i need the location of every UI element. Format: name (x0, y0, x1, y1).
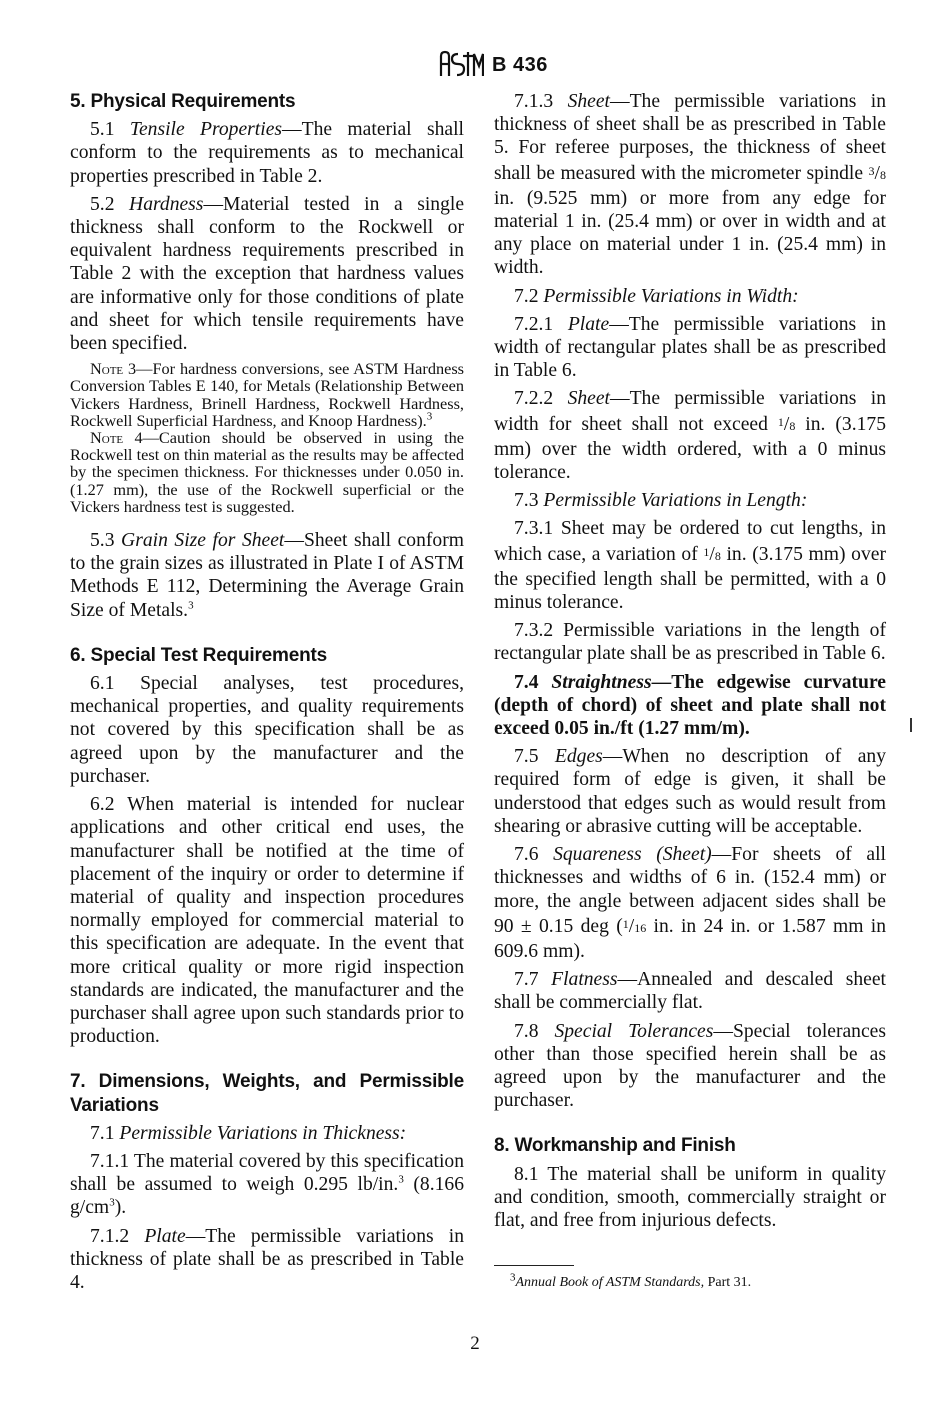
paragraph-7-6: 7.6 Squareness (Sheet)—For sheets of all thicknesses and widths of 6 in. (152.4 mm) or more, the angle between adjacent sides shall be 90 ± 0.15 deg ($^1$/16 in. in 24 in. or 1.587 mm in 609.6 mm). (494, 844, 886, 962)
paragraph-7-1-2: 7.1.2 Plate—The permissible variations in thickness of plate shall be as prescribed in Table 4. (70, 1225, 464, 1293)
left-column (70, 90, 464, 1299)
note-3: Note 3—For hardness conversions, see ASTM Hardness Conversion Tables E 140, for Metals (Relationship Between Vickers Hardness, Brinell Hardness, Rockwell Hardness, Rockwell Superficial Hardness, and Knoop Hardness).$^3$ (70, 359, 464, 430)
paragraph-5-3: 5.3 Grain Size for Sheet—Sheet shall conform to the grain sizes as illustrated in Plate I of ASTM Methods E 112, Determining the Average Grain Size of Metals.$^3$ (70, 530, 464, 621)
page-number: 2 (470, 1333, 480, 1354)
paragraph-7-2-2: 7.2.2 Sheet—The permissible variations in width for sheet shall not exceed $^1$/8 in. (3.175 mm) over the width ordered, with a 0 minus tolerance. (494, 388, 886, 484)
paragraph-7-1: 7.1 Permissible Variations in Thickness: (90, 1122, 407, 1144)
document-designation: B 436 (492, 54, 548, 76)
paragraph-7-2-1: 7.2.1 Plate—The permissible variations in width of rectangular plates shall be as prescribed in Table 6. (494, 313, 886, 382)
paragraph-5-2: 5.2 Hardness—Material tested in a single thickness shall conform to the Rockwell or equivalent hardness requirements prescribed in Table 2 with the exception that hardness values are informative only for those conditions of plate and sheet for which tensile requirements have been specified. (70, 193, 465, 355)
paragraph-7-4: 7.4 Straightness—The edgewise curvature (depth of chord) of sheet and plate shall not exceed 0.05 in./ft (1.27 mm/m). (494, 671, 886, 740)
paragraph-7-3-1: 7.3.1 Sheet may be ordered to cut lengths, in which case, a variation of $^1$/8 in. (3.175 mm) over the specified length shall be permitted, with a 0 minus tolerance. (494, 518, 886, 614)
footnote-3: $^3$Annual Book of ASTM Standards, Part 31. (510, 1271, 752, 1290)
paragraph-7-1-3: 7.1.3 Sheet—The permissible variations in thickness of sheet shall be as prescribed in Table 5. For referee purposes, the thickness of sheet shall be measured with the micrometer spindle $^3$/8 in. (9.525 mm) or more from any edge for material 1 in. (25.4 mm) or over in width and at any place on material under 1 in. (25.4 mm) in width. (494, 91, 886, 279)
section-5-heading: 5. Physical Requirements (70, 91, 296, 112)
section-8-heading: 8. Workmanship and Finish (494, 1135, 736, 1157)
section-6-heading: 6. Special Test Requirements (70, 644, 327, 666)
paragraph-7-5: 7.5 Edges—When no description of any required form of edge is given, it shall be understood that edges such as would result from shearing or abrasive cutting will be acceptable. (494, 746, 886, 837)
margin-change-bar (910, 718, 912, 732)
paragraph-7-1-1: 7.1.1 The material covered by this specification shall be assumed to weigh 0.295 lb/in.$^3$ (8.166 $g/cm^3$). (70, 1150, 464, 1219)
astm-logo-icon (438, 50, 484, 78)
paragraph-6-1: 6.1 Special analyses, test procedures, mechanical properties, and quality requirements not covered by this specification shall be as agreed upon by the manufacturer and the purchaser. (70, 673, 464, 787)
footnote-divider (494, 1265, 574, 1266)
paragraph-7-7: 7.7 Flatness—Annealed and descaled sheet shall be commercially flat. (494, 969, 886, 1014)
paragraph-6-2: 6.2 When material is intended for nuclear applications and other critical end uses, the manufacturer shall be notified at the time of placement of the inquiry or order to determine if material of quality and inspection procedures normally employed for commercial material to this specification are adequate. In the event that more critical quality or more rigid inspection standards are indicated, the manufacturer and the purchaser shall agree upon such standards prior to production. (70, 794, 464, 1048)
section-7-heading: 7. Dimensions, Weights, and Permissible Variations (70, 1071, 464, 1116)
notes-block (70, 360, 464, 515)
paragraph-8-1: 8.1 The material shall be uniform in quality and condition, smooth, commercially straight or flat, and free from injurious defects. (494, 1163, 886, 1231)
paragraph-7-8: 7.8 Special Tolerances—Special tolerances other than those specified herein shall be as agreed upon by the manufacturer and the purchaser. (494, 1020, 886, 1112)
paragraph-7-3: 7.3 Permissible Variations in Length: (514, 490, 808, 512)
paragraph-7-2: 7.2 Permissible Variations in Width: (514, 285, 799, 307)
note-4: Note 4—Caution should be observed in using the Rockwell test on thin material as the results may be affected by the specimen thickness. For thicknesses under 0.050 in. (1.27 mm), the use of the Rockwell superficial or the Vickers hardness test is suggested. (70, 428, 464, 516)
paragraph-7-3-2: 7.3.2 Permissible variations in the length of rectangular plate shall be as prescribed in Table 6. (494, 620, 886, 665)
paragraph-5-1: 5.1 Tensile Properties—The material shall conform to the requirements as to mechanical properties prescribed in Table 2. (70, 119, 464, 187)
right-column (494, 90, 886, 1237)
page-header (438, 50, 638, 80)
